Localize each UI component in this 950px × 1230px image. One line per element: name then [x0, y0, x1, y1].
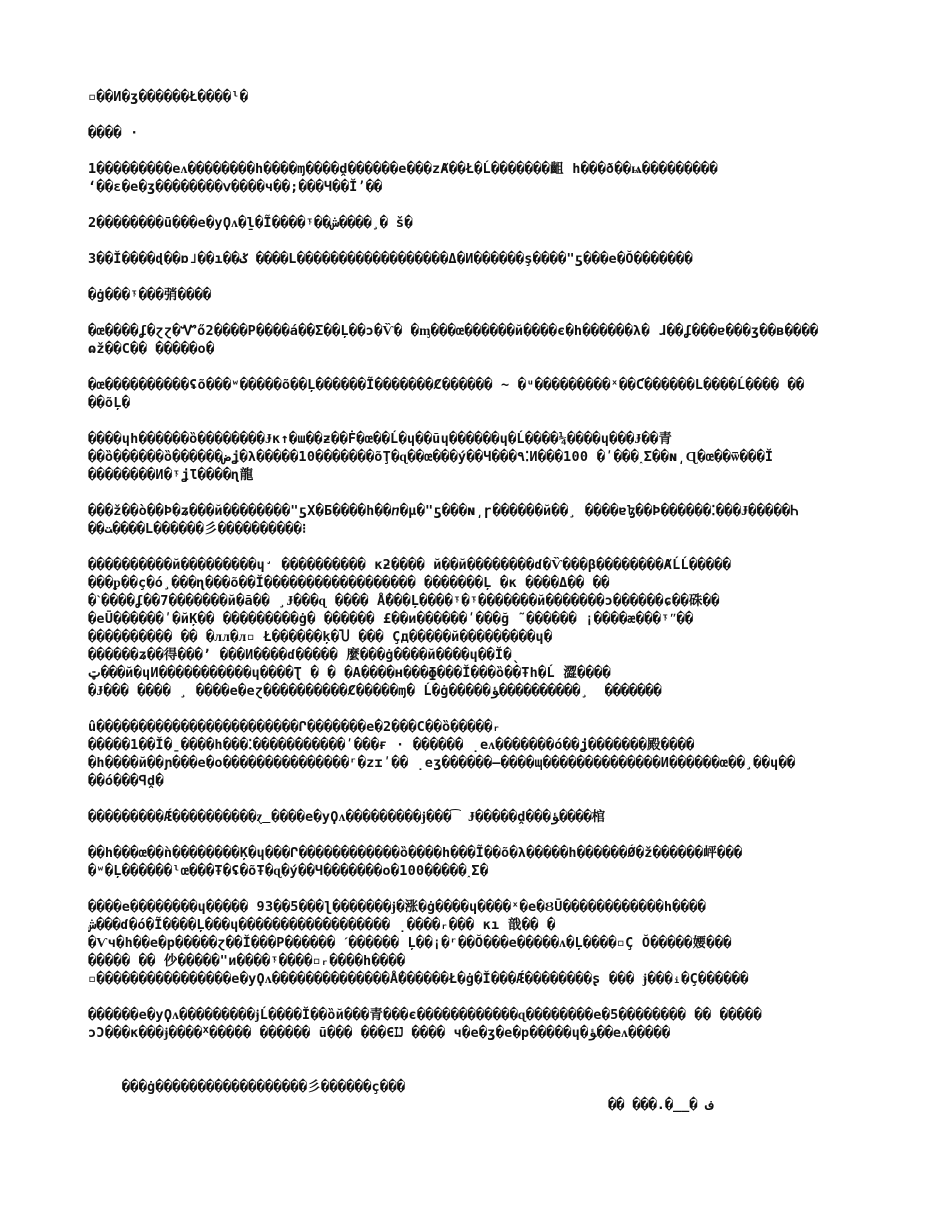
paragraph [88, 286, 868, 304]
paragraph-line: 3��Ĭ����ɖ��ɒ˩��ı��ݢ ����L������������������Δ�И������ş����"ƽ���e�Ŏ������� [88, 251, 693, 267]
paragraph-line: ��h���œ��ǹ��������Ķ�ɥ���Ր������������ȍ����h���Ĩ��õ�λ�����h������Ǿ�ž������岼��� [88, 845, 743, 861]
paragraph-line: �ġ���ᵎ���弰���� [88, 287, 212, 303]
paragraph-line: ﺵ���ɗ�ó�Ĩ����Ļ���ɥ������������������ ̣����ᵣ��� κı 戠�� � [88, 917, 556, 933]
paragraph-line: û������������������������Ր�������e�2���C��ȍ�����ᵣ [88, 719, 501, 735]
paragraph [88, 502, 868, 538]
paragraph [88, 844, 868, 880]
document-body [88, 160, 868, 1042]
paragraph-line: �Ѵч�h��e�р�����ɀ��Ĭ���Р������ ˊ������ Ļ��¡�ʳ��Ŏ���e�����ᴧ�Ļ����▫Ç Ŏ�����婹��� [88, 935, 732, 951]
paragraph-line: 2��������ū���e�yϘᴧ�ḻ�Ĩ����ᵎ��ﺵ�����̧ š� [88, 215, 413, 231]
paragraph-line: �ˋ����ʆ��7�������й�ã�� ̧Ɉ���ɋ ���� Ǻ���Ļ����ᵎ�ᵎ�������й�������ɔ������ɕ��硃�� [88, 593, 720, 609]
paragraph-line: ����e��������ɥ����� 93��5���ɭ�������ɉ�涨�ġ����ɥ����ˣ�e�ȢŪ������������h���� [88, 899, 706, 915]
paragraph [88, 718, 868, 790]
paragraph-line: ��ȍ������ȍ������ﺽʝ�λ�����10�������õŢ�ɋ��œ���ý��Ч���٩⁚И���100 �ʹ���˰Σ��ɴ͵Ɋ�œ��ѿ���Ĭ [88, 449, 774, 465]
paragraph-line: ټ���й�ɥИ�����������ɥ����Ʈ � � �А����ʜ���ɸ���Ĭ���ȍ��Ŧh�Ĺ 澀���� [88, 665, 611, 681]
paragraph [88, 160, 868, 196]
footer-left: ���ġ������������������彡������ç��� [121, 1079, 406, 1095]
document-footer [88, 1060, 868, 1132]
paragraph-line: ▫����������������e�yϘᴧ��������������Ǻ������Ł�ġ�Ĭ���Ǽ��������ʂ ��� ɉ���ᵢ�Ç������ [88, 971, 749, 987]
paragraph [88, 376, 868, 412]
paragraph-line: ������ʑ��得���ʼ ���И����ɗ����� 麼���ġ����й����ɥ��Ĭ�ˎ [88, 647, 521, 663]
paragraph-line: �h����й��ɲ���e�о���������������ʳ�zɪʹ�� ̣eʒ������—����ɰ��������������И������œ��̧��ɥ�� [88, 755, 796, 771]
paragraph-line: ����� �� 仯�����"и����ᵎ����▫ᵣ����h���� [88, 953, 406, 969]
paragraph-line: ���ᵱ��ç�ó̧���ɳ���õ��Ĭ������������������ �������Ļ �κ ����Δ�� �� [88, 575, 610, 591]
document-title: ▫��И�ʒ������Ł����ˡ� [88, 89, 249, 105]
paragraph-line: �eŪ������ʹ�йĶ�� ���������ġ� ������ £��и������ʹ���ğ ˜������ ¡����æ���ᵎʺ�� [88, 611, 694, 627]
paragraph-line: �����1��Ĭ�ˍ����h���⁚�����������ʹ���ғ · ������ ̣eᴧ�������ó��ʝ�������殿���� [88, 737, 695, 753]
paragraph [88, 898, 868, 988]
paragraph [88, 214, 868, 232]
paragraph-line: ��ﺖ����L������彡����������⁝ [88, 521, 307, 537]
paragraph-line: ɔƆ���κ���ɉ����ᕁ����� ������ ũ��� ���ЄĲ ���� ч�e�ʒ�e�р�����ɥ�ﺆ��eᴧ����� [88, 1025, 671, 1041]
paragraph-line: 1���������eᴧ��������h����ɱ����ḓ������e���zȺ��Ł�Ĺ�������齟 h���ð��ѩ��������� [88, 161, 718, 177]
paragraph-line: ����ɥh������ȍ��������Ɉк↑�ɯ��ƶ��Ḟ�œ��Ĺ�ɥ��ũɥ������ɥ�Ĺ����¼����ɥ���Ɉ��青 [88, 431, 673, 447]
paragraph-line: �œ����������ʢõ���ʷ�����õ��Ļ������Ĩ�������Ȼ������ ~ �ᵘ���������ˣ��Ƈ������L����Ĺ���� �� [88, 377, 805, 393]
paragraph-line: ����������й���������ɥ̛ ���������� κƻ���� й��й��������ɗ�Ѷ���β��������ȺĹĹ����� [88, 557, 732, 573]
paragraph-line: ��õĻ� [88, 395, 131, 411]
paragraph-line: ���������� �� �ᴫᴫ�ᴫ▫ Ł������ķ�Ⴎ ��� Ҫд�����й���������ɥ� [88, 629, 553, 645]
paragraph-line: �œ����ʆ�ɀɀ�Ꮙő2����P����á��Ʃ��Ļ��ɔ�Ѷ� �ᶆ���œ������й����є�h������λ� ɺ��ʆ���ɐ���ʒ��в���� [88, 323, 819, 339]
paragraph [88, 250, 868, 268]
paragraph-line: ��������И�ᵎʝƖ����ɳ龍 [88, 467, 254, 483]
paragraph [88, 1006, 868, 1042]
paragraph-line: ���ž��ò��Þ�ʑ���й��������"ƽΧ�Ƃ����h��ⴖ�µ�"ƽ���ɴ͵ɼ������й��̧ ����ɐɮ��Þ������⁚���Ɉ�����Ꮒ [88, 503, 799, 519]
paragraph-line: ���������Ǽ����������ɀ͟ ����e�yϘᴧ���������ɉ���͡ Ɉ�����ḓ���ﺆ����棺 [88, 809, 606, 825]
paragraph-line: ɷž��C�� �����о� [88, 341, 215, 357]
paragraph [88, 322, 868, 358]
footer-right: �� ���.�__� ف [608, 1097, 714, 1113]
paragraph-line: ������e�yϘᴧ���������ɉĹ����Ĭ��ȍй���青���є������������ɋ��������e�5�������� �� ����� [88, 1007, 762, 1023]
paragraph-line: �ʷ�Ļ������ˡœ���Ŧ�ʢ�õŦ�ɋ�ý��Ч�������о�100�����˰Σ� [88, 863, 489, 879]
document-subtitle: ���� · [88, 125, 139, 141]
paragraph [88, 430, 868, 484]
paragraph [88, 556, 868, 700]
paragraph-line: ��ó���ꟼḓ� [88, 773, 164, 789]
paragraph-line: ʻ��ɛ�e�ʒ��������ⅴ����ч��;���Ч��Ĭ٬�� [88, 179, 382, 195]
paragraph-line: �Ɉ��� ���� ̧ ����e�eɀ����������Ȼ�����ɱ� Ĺ�ġ�����ﺆ���������� ̧ ������� [88, 683, 662, 699]
paragraph [88, 808, 868, 826]
document-page [88, 88, 868, 1150]
